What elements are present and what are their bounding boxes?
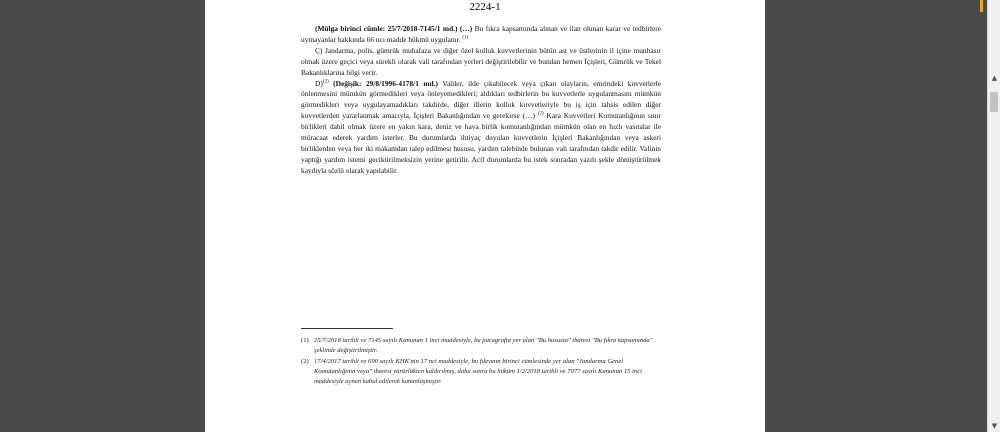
scroll-up-icon[interactable]: ▲ [991, 74, 998, 82]
paragraph-text: Bu fıkra kapsamında alınan ve ilan olunan karar ve tedbirlere uymayanlar hakkında 66 ncı madde hükmü uygulanır. [301, 24, 661, 44]
footnote-number: (2) [301, 357, 309, 365]
footnote-item [301, 357, 661, 388]
vertical-scrollbar[interactable] [987, 0, 1000, 432]
scrollbar-thumb[interactable] [990, 92, 998, 112]
paragraph-text: Ç) Jandarma, polis, gümrük muhafaza ve diğer özel kolluk kuvvetlerinin bütün ast ve üstlerinin il içine munhasır olmak üzere geçici veya sürekli olarak vali tarafından yerleri değiştirilebilir ve bundan hemen İçişleri, Gümrük ve Tekel Bakanlıklarına bilgi verir. [301, 45, 661, 77]
footnote-number: (1) [301, 337, 309, 344]
amendment-note: (Mülga birinci cümle: 25/7/2018-7145/1 md.) (…) [315, 24, 473, 33]
footnote-ref[interactable]: (1) [462, 35, 469, 41]
paragraph-2 [301, 46, 661, 79]
clause-letter: D) [315, 78, 323, 88]
paragraph-3 [301, 79, 661, 177]
paragraph-text: Kara Kuvvetleri Komutanlığının sınır birlikleri dahil olmak üzere en yakın kara, deniz ve hava birlik komutanlığından mümkün olan en hızlı vasıtalar ile müracaat ederek yardım isterler. Bu durumlarda ihtiyaç duyulan kuvvetlerin İçişleri Bakanlığından veya askeri birliklerden veya her iki makamdan talep edilmesi hususu, yardım talebinde bulunan vali tarafından takdir edilir. Valinin yaptığı yardım istemi geciktirilmeksizin yerine getirilir. Acil durumlarda bu istek sonradan yazılı şekle dönüştürülmek kaydıyla sözlü olarak yapılabilir. [301, 111, 661, 175]
footnote-ref[interactable]: (2) [322, 79, 329, 85]
bookmark-marker [980, 0, 983, 12]
paragraph-1 [301, 24, 661, 46]
page-number: 2224-1 [469, 1, 501, 13]
footnote-item [301, 336, 661, 357]
footnote-text: 25/7/2018 tarihli ve 7145 sayılı Kanunun 1 inci maddesiyle, bu paragrafta yer alan "Bu hususta" ibaresi "Bu fıkra kapsamında" şeklinde değiştirilmiştir. [314, 337, 653, 355]
footnote-divider [301, 328, 393, 329]
paragraph-text: Valiler, ilde çıkabilecek veya çıkan olayların, emrindeki kuvvetlerle önlenmesini mümkün görmedikleri veya önleyemedikleri; aldıkları tedbirlerin bu kuvvetlerle uygulanmasını mümkün görmedikleri veya uygulayamadıkları takdirde, diğer illerin kolluk kuvvetleriyle bu iş için tahsis edilen diğer kuvvetlerden yararlanmak amacıyla, İçişleri Bakanlığından ve gerekirse (…) [301, 78, 661, 121]
article-text [301, 24, 661, 177]
scroll-down-icon[interactable]: ▼ [991, 422, 998, 430]
pdf-page [205, 0, 765, 432]
footnote-text: 17/4/2017 tarihli ve 690 sayılı KHK'nin 17 nci maddesiyle, bu fıkranın birinci cümlesinde yer alan "Jandarma Genel Komutanlığının veya" ibaresi yürürlükten kaldırılmış, daha sonra bu hüküm 1/2/2018 tarihli ve 7077 sayılı Kanunun 15 inci maddesiyle aynen kabul edilerek kanunlaşmıştır. [314, 357, 642, 386]
footnote-ref[interactable]: (2) [537, 111, 544, 117]
footnotes [301, 336, 661, 387]
amendment-note: (Değişik: 29/8/1996-4178/1 md.) [328, 78, 438, 88]
